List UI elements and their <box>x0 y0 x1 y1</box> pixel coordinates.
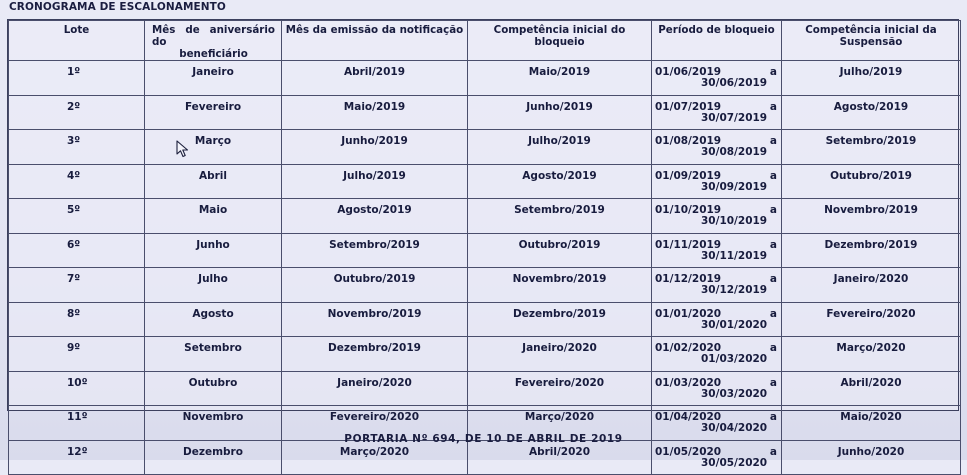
cell-suspensao: Outubro/2019 <box>782 164 961 199</box>
cell-competencia: Junho/2019 <box>468 95 652 130</box>
cell-competencia: Janeiro/2020 <box>468 337 652 372</box>
cell-suspensao: Janeiro/2020 <box>782 268 961 303</box>
cell-aniversario: Junho <box>145 233 282 268</box>
periodo-inicio: 01/08/2019 <box>655 135 722 147</box>
periodo-separador: a <box>769 411 777 423</box>
cell-emissao: Janeiro/2020 <box>282 371 468 406</box>
cell-lote: 11º <box>9 406 145 441</box>
periodo-inicio: 01/06/2019 <box>655 66 722 78</box>
periodo-inicio: 01/01/2020 <box>655 307 722 320</box>
cell-emissao: Agosto/2019 <box>282 199 468 234</box>
periodo-separador: a <box>769 169 777 182</box>
cell-competencia: Agosto/2019 <box>468 164 652 199</box>
cell-suspensao: Dezembro/2019 <box>782 233 961 268</box>
page-title: CRONOGRAMA DE ESCALONAMENTO <box>9 1 226 13</box>
table-row <box>9 199 961 234</box>
table-row <box>9 371 961 406</box>
cell-lote: 9º <box>9 337 145 372</box>
cell-periodo <box>652 164 782 199</box>
periodo-inicio: 01/11/2019 <box>655 238 722 251</box>
cell-periodo <box>652 302 782 337</box>
header-aniversario <box>145 21 282 61</box>
periodo-separador: a <box>769 376 777 389</box>
cell-competencia: Outubro/2019 <box>468 233 652 268</box>
schedule-table <box>8 20 961 475</box>
cell-aniversario: Setembro <box>145 337 282 372</box>
cell-lote: 10º <box>9 371 145 406</box>
cell-aniversario: Janeiro <box>145 61 282 96</box>
cell-aniversario: Março <box>145 130 282 165</box>
cell-competencia: Março/2020 <box>468 406 652 441</box>
cell-suspensao: Abril/2020 <box>782 371 961 406</box>
table-row <box>9 164 961 199</box>
cell-lote: 12º <box>9 440 145 475</box>
table-row <box>9 61 961 96</box>
cell-lote: 8º <box>9 302 145 337</box>
cell-emissao: Dezembro/2019 <box>282 337 468 372</box>
table-row <box>9 233 961 268</box>
cell-emissao: Julho/2019 <box>282 164 468 199</box>
cell-aniversario: Julho <box>145 268 282 303</box>
table-row <box>9 95 961 130</box>
periodo-fim: 30/10/2019 <box>701 215 768 227</box>
footer-portaria: PORTARIA Nº 694, DE 10 DE ABRIL DE 2019 <box>344 433 623 445</box>
cell-aniversario: Outubro <box>145 371 282 406</box>
periodo-fim: 30/03/2020 <box>701 387 768 400</box>
cell-periodo <box>652 199 782 234</box>
cell-periodo <box>652 268 782 303</box>
periodo-separador: a <box>769 100 777 113</box>
periodo-fim: 30/01/2020 <box>701 318 768 331</box>
cell-lote: 7º <box>9 268 145 303</box>
cell-competencia: Dezembro/2019 <box>468 302 652 337</box>
cell-emissao: Junho/2019 <box>282 130 468 165</box>
cell-emissao: Março/2020 <box>282 440 468 475</box>
cell-competencia: Setembro/2019 <box>468 199 652 234</box>
periodo-inicio: 01/03/2020 <box>655 376 722 389</box>
header-aniversario-line1: Mês de aniversário do <box>152 24 275 48</box>
periodo-separador: a <box>769 238 777 251</box>
cell-lote: 2º <box>9 95 145 130</box>
table-header-row <box>9 21 961 61</box>
cell-lote: 6º <box>9 233 145 268</box>
cell-aniversario: Abril <box>145 164 282 199</box>
cell-competencia: Novembro/2019 <box>468 268 652 303</box>
header-periodo: Período de bloqueio <box>652 21 782 61</box>
cell-emissao: Novembro/2019 <box>282 302 468 337</box>
mouse-pointer-icon <box>176 140 190 158</box>
periodo-separador: a <box>769 135 777 147</box>
periodo-separador: a <box>769 66 777 78</box>
cell-competencia: Abril/2020 <box>468 440 652 475</box>
table-row <box>9 268 961 303</box>
periodo-fim: 30/06/2019 <box>701 77 768 89</box>
cell-emissao: Outubro/2019 <box>282 268 468 303</box>
cell-suspensao: Fevereiro/2020 <box>782 302 961 337</box>
cell-competencia: Fevereiro/2020 <box>468 371 652 406</box>
cell-periodo <box>652 95 782 130</box>
cell-suspensao: Novembro/2019 <box>782 199 961 234</box>
cell-suspensao: Julho/2019 <box>782 61 961 96</box>
table-row <box>9 302 961 337</box>
cell-emissao: Setembro/2019 <box>282 233 468 268</box>
table-row <box>9 440 961 475</box>
header-aniversario-line2: beneficiário <box>179 48 248 60</box>
periodo-fim: 30/11/2019 <box>701 249 768 262</box>
cell-periodo <box>652 371 782 406</box>
periodo-fim: 30/05/2020 <box>701 456 768 469</box>
periodo-fim: 30/09/2019 <box>701 180 768 193</box>
periodo-inicio: 01/04/2020 <box>655 411 722 423</box>
cell-suspensao: Setembro/2019 <box>782 130 961 165</box>
cell-aniversario: Maio <box>145 199 282 234</box>
periodo-separador: a <box>769 273 777 285</box>
periodo-fim: 30/08/2019 <box>701 146 768 158</box>
cell-aniversario: Dezembro <box>145 440 282 475</box>
cell-competencia: Maio/2019 <box>468 61 652 96</box>
cell-suspensao: Agosto/2019 <box>782 95 961 130</box>
cell-periodo <box>652 337 782 372</box>
periodo-separador: a <box>769 204 777 216</box>
header-emissao: Mês da emissão da notificação <box>282 21 468 61</box>
periodo-inicio: 01/12/2019 <box>655 273 722 285</box>
cell-suspensao: Março/2020 <box>782 337 961 372</box>
cell-aniversario: Novembro <box>145 406 282 441</box>
cell-aniversario: Agosto <box>145 302 282 337</box>
periodo-inicio: 01/07/2019 <box>655 100 722 113</box>
cell-lote: 1º <box>9 61 145 96</box>
header-suspensao: Competência inicial da Suspensão <box>782 21 961 61</box>
periodo-separador: a <box>769 342 777 354</box>
cell-emissao: Fevereiro/2020 <box>282 406 468 441</box>
table-row <box>9 130 961 165</box>
header-lote: Lote <box>9 21 145 61</box>
cell-suspensao: Junho/2020 <box>782 440 961 475</box>
header-competencia: Competência inicial do bloqueio <box>468 21 652 61</box>
periodo-inicio: 01/02/2020 <box>655 342 722 354</box>
cell-periodo <box>652 61 782 96</box>
table-row <box>9 337 961 372</box>
cell-lote: 3º <box>9 130 145 165</box>
cell-periodo <box>652 233 782 268</box>
cell-periodo <box>652 130 782 165</box>
periodo-inicio: 01/10/2019 <box>655 204 722 216</box>
cell-aniversario: Fevereiro <box>145 95 282 130</box>
periodo-fim: 30/07/2019 <box>701 111 768 124</box>
cell-lote: 4º <box>9 164 145 199</box>
periodo-fim: 30/04/2020 <box>701 422 768 434</box>
periodo-inicio: 01/05/2020 <box>655 445 722 458</box>
periodo-separador: a <box>769 445 777 458</box>
cell-lote: 5º <box>9 199 145 234</box>
periodo-inicio: 01/09/2019 <box>655 169 722 182</box>
cell-emissao: Maio/2019 <box>282 95 468 130</box>
cell-suspensao: Maio/2020 <box>782 406 961 441</box>
cell-competencia: Julho/2019 <box>468 130 652 165</box>
cell-periodo <box>652 440 782 475</box>
periodo-separador: a <box>769 307 777 320</box>
cell-emissao: Abril/2019 <box>282 61 468 96</box>
periodo-fim: 30/12/2019 <box>701 284 768 296</box>
periodo-fim: 01/03/2020 <box>701 353 768 365</box>
